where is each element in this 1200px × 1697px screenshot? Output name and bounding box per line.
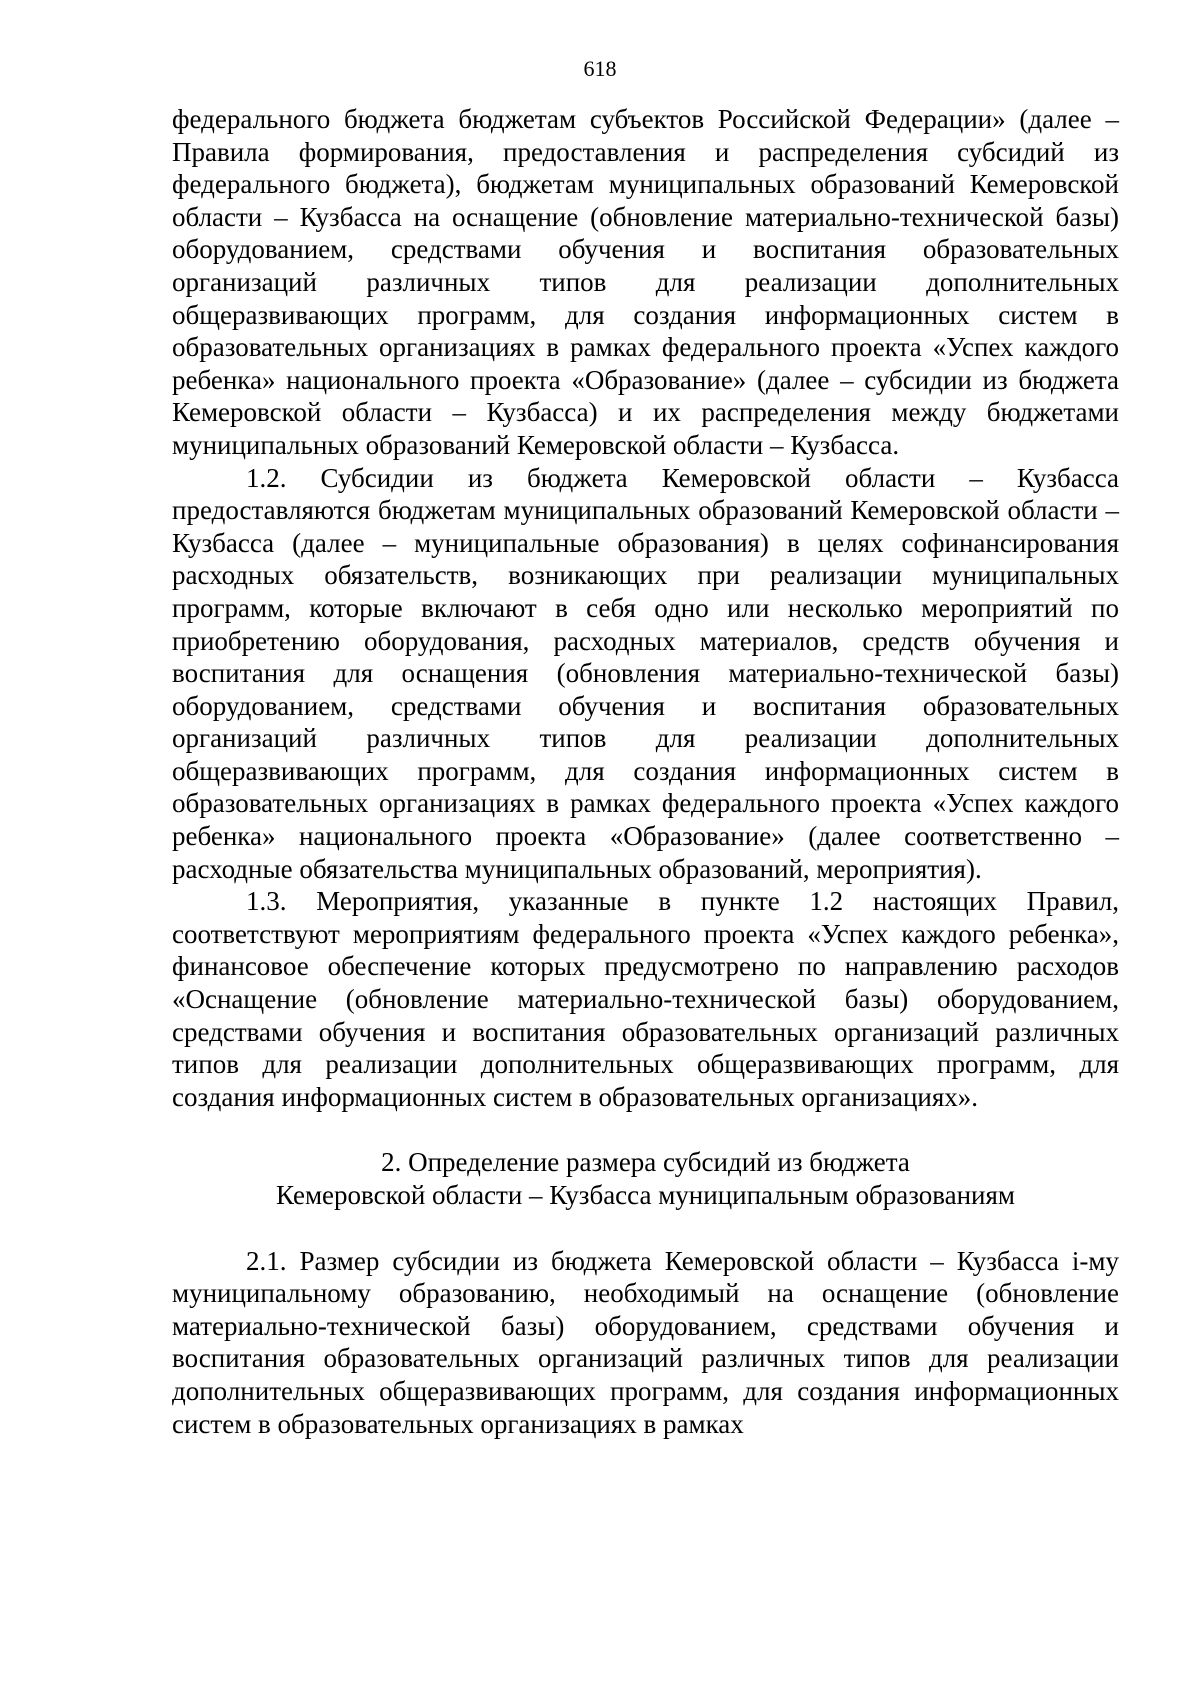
page-number: 618 (583, 56, 617, 81)
section-spacer (172, 1212, 1119, 1245)
section-title-line-2: Кемеровской области – Кузбасса муниципальным образованиям (276, 1180, 1015, 1210)
section-spacer (172, 1113, 1119, 1146)
paragraph-1-3: 1.3. Мероприятия, указанные в пункте 1.2 настоящих Правил, соответствуют мероприятиям федерального проекта «Успех каждого ребенка», финансовое обеспечение которых предусмотрено по направлению расходов «Оснащение (обновление материально-технической базы) оборудованием, средствами обучения и воспитания образовательных организаций различных типов для реализации дополнительных общеразвивающих программ, для создания информационных систем в образовательных организациях». (172, 886, 1119, 1112)
paragraph-1-2: 1.2. Субсидии из бюджета Кемеровской области – Кузбасса предоставляются бюджетам муниципальных образований Кемеровской области – Кузбасса (далее – муниципальные образования) в целях софинансирования расходных обязательств, возникающих при реализации муниципальных программ, которые включают в себя одно или несколько мероприятий по приобретению оборудования, расходных материалов, средств обучения и воспитания для оснащения (обновления материально-технической базы) оборудованием, средствами обучения и воспитания образовательных организаций различных типов для реализации дополнительных общеразвивающих программ, для создания информационных систем в образовательных организациях в рамках федерального проекта «Успех каждого ребенка» национального проекта «Образование» (далее соответственно – расходные обязательства муниципальных образований, мероприятия). (172, 462, 1119, 884)
section-heading (172, 1146, 1119, 1211)
paragraph-continuation: федерального бюджета бюджетам субъектов Российской Федерации» (далее – Правила формирования, предоставления и распределения субсидий из федерального бюджета), бюджетам муниципальных образований Кемеровской области – Кузбасса на оснащение (обновление материально-технической базы) оборудованием, средствами обучения и воспитания образовательных организаций различных типов для реализации дополнительных общеразвивающих программ, для создания информационных систем в образовательных организациях в рамках федерального проекта «Успех каждого ребенка» национального проекта «Образование» (далее – субсидии из бюджета Кемеровской области – Кузбасса) и их распределения между бюджетами муниципальных образований Кемеровской области – Кузбасса. (172, 104, 1119, 460)
paragraph-2-1: 2.1. Размер субсидии из бюджета Кемеровской области – Кузбасса i-му муниципальному образованию, необходимый на оснащение (обновление материально-технической базы) оборудованием, средствами обучения и воспитания образовательных организаций различных типов для реализации дополнительных общеразвивающих программ, для создания информационных систем в образовательных организациях в рамках (172, 1245, 1119, 1439)
document-body (172, 103, 1119, 1440)
section-title-line-1: 2. Определение размера субсидий из бюджета (381, 1147, 910, 1178)
